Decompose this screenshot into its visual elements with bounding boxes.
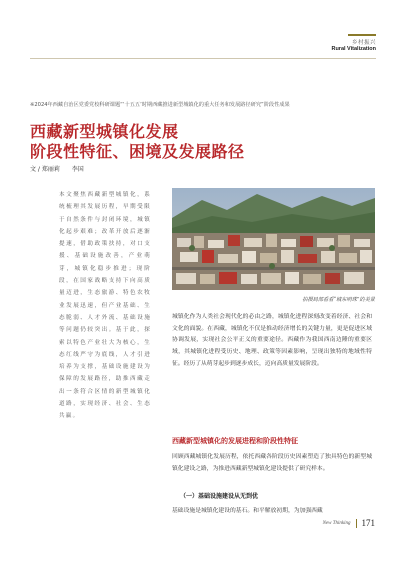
magazine-name: New Thinking [322,520,351,526]
photo-caption: 拍摄局部看看“城东明珠”的美景 [302,297,375,303]
section-heading: 西藏新型城镇化的发展进程和阶段性特征 [172,437,298,445]
article-title-line1: 西藏新型城镇化发展 [30,122,179,141]
page-footer [323,518,375,528]
page-number: 171 [361,518,375,528]
body-paragraph-3: 基础设施是城镇化建设的基石。和平解放初期，为加强西藏 [172,508,323,514]
footer-divider [356,519,357,528]
authors [30,164,94,173]
article-title-line2: 阶段性特征、困境及发展路径 [30,142,245,161]
body-paragraph-1: 城镇化作为人类社会现代化的必由之路，城镇化进程深刻改变着经济、社会和文化的面貌。在西藏，城镇化不仅是推动经济增长的关键力量，更是促进区域协调发展，实现社会公平正义的重要途径。西藏作为我国西南边陲的重要区域，其城镇化进程受历史、地理、政策等因素影响，呈现出独特的地域性特征。经历了从萌芽起步到逐步成长，迈向高质量发展阶段。 [172,314,372,367]
body-paragraph-2: 回顾西藏城镇化发展历程，依托西藏各阶段历史因素塑造了独具特色的新型城镇化建设之路，为推进西藏新型城镇化建设提供了研究样本。 [172,454,372,472]
header-divider [30,58,376,59]
funding-note: ※2024年西藏自治区党委党校科研课题“‘十五五’时期西藏推进新型城镇化的重大任务和发展路径研究”阶段性成果 [30,102,290,108]
section-header [331,38,376,52]
section-label-en: Rural Vitalization [331,46,376,52]
author-second: 李国 [71,166,84,173]
subsection-heading: （一）基础设施建设从无到优 [180,493,259,500]
city-aerial-photo [172,188,375,290]
abstract: 本文聚焦西藏新型城镇化，系统梳理其发展历程，早期受限于自然条件与封闭环境，城镇化起步艰难；改革开放后逐渐提速，借助政策扶持，对口支援、基础设施改善，产业萌芽，城镇化稳步推进；现阶段，在国家战略支持下向高质量迈进，生态旅游、特色农牧业发展迅速，但产业基础、生态脆弱、人才外流、基础设施等问题仍较突出。基于此，探索以特色产业壮大为核心，生态红线严守为底线，人才引进培养为支撑，基础设施建设为保障的发展路径，助推西藏走出一条符合区情的新型城镇化道路，实现经济、社会、生态共赢。 [59,192,151,420]
section-label-cn: 乡村振兴 [351,40,376,46]
header-accent-bar [348,34,376,36]
author-first: 文 / 郑丽莉 [30,166,60,173]
